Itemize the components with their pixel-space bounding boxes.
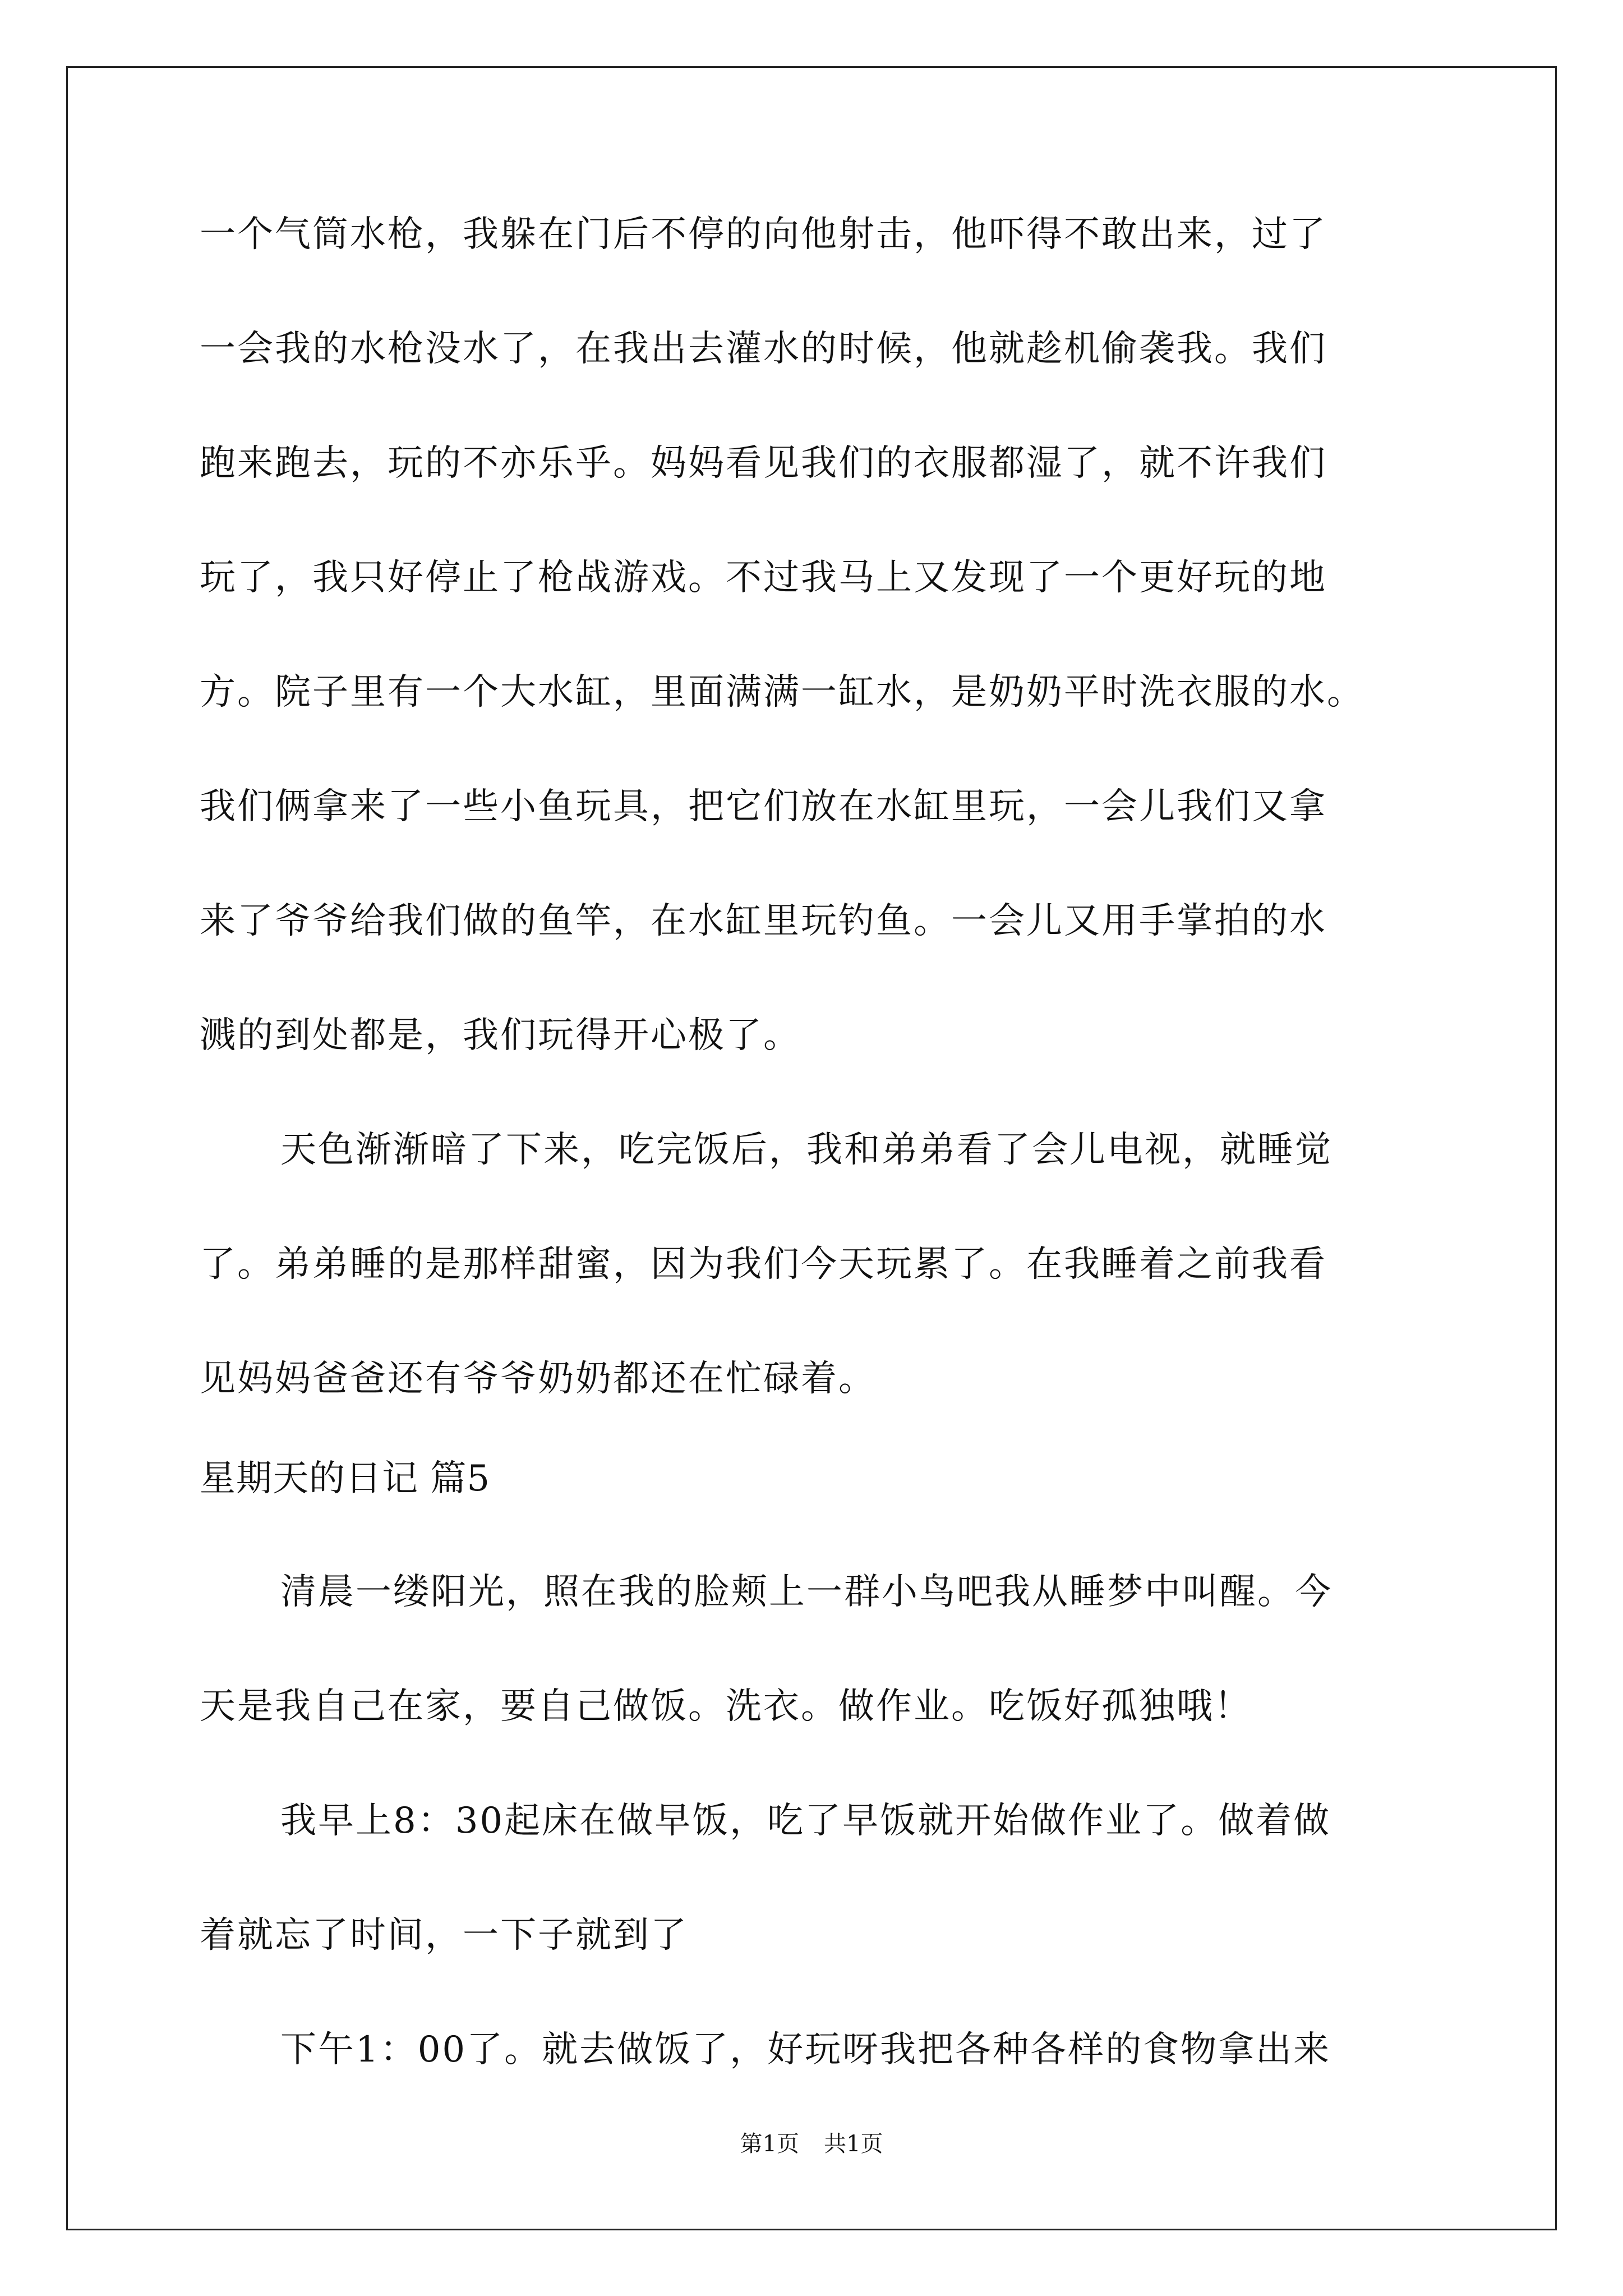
text-line: 着就忘了时间，一下子就到了	[200, 1915, 688, 1956]
text-line: 我们俩拿来了一些小鱼玩具，把它们放在水缸里玩，一会儿我们又拿	[200, 786, 1327, 827]
text-line: 下午1：00了。就去做饭了，好玩呀我把各种各样的食物拿出来	[280, 2029, 1331, 2070]
text-line: 溅的到处都是，我们玩得开心极了。	[200, 1015, 801, 1056]
text-line: 来了爷爷给我们做的鱼竿，在水缸里玩钓鱼。一会儿又用手掌拍的水	[200, 900, 1327, 942]
text-line: 跑来跑去，玩的不亦乐乎。妈妈看见我们的衣服都湿了，就不许我们	[200, 443, 1327, 484]
text-line: 天是我自己在家，要自己做饭。洗衣。做作业。吃饭好孤独哦！	[200, 1686, 1252, 1727]
text-line: 见妈妈爸爸还有爷爷奶奶都还在忙碌着。	[200, 1358, 876, 1400]
text-line: 玩了，我只好停止了枪战游戏。不过我马上又发现了一个更好玩的地	[200, 557, 1327, 599]
text-line: 一个气筒水枪，我躲在门后不停的向他射击，他吓得不敢出来，过了	[200, 214, 1327, 255]
section-heading: 星期天的日记 篇5	[200, 1458, 491, 1499]
text-line: 天色渐渐暗了下来，吃完饭后，我和弟弟看了会儿电视，就睡觉	[280, 1129, 1332, 1171]
text-line: 我早上8：30起床在做早饭，吃了早饭就开始做作业了。做着做	[280, 1800, 1331, 1842]
page-total: 共1页	[824, 2131, 883, 2157]
page-footer	[0, 2133, 1623, 2155]
text-line: 清晨一缕阳光，照在我的脸颊上一群小鸟吧我从睡梦中叫醒。今	[280, 1571, 1332, 1613]
text-line: 一会我的水枪没水了，在我出去灌水的时候，他就趁机偷袭我。我们	[200, 328, 1327, 370]
text-line: 了。弟弟睡的是那样甜蜜，因为我们今天玩累了。在我睡着之前我看	[200, 1244, 1327, 1285]
text-line: 方。院子里有一个大水缸，里面满满一缸水，是奶奶平时洗衣服的水。	[200, 671, 1364, 713]
page-number: 第1页	[740, 2131, 799, 2157]
